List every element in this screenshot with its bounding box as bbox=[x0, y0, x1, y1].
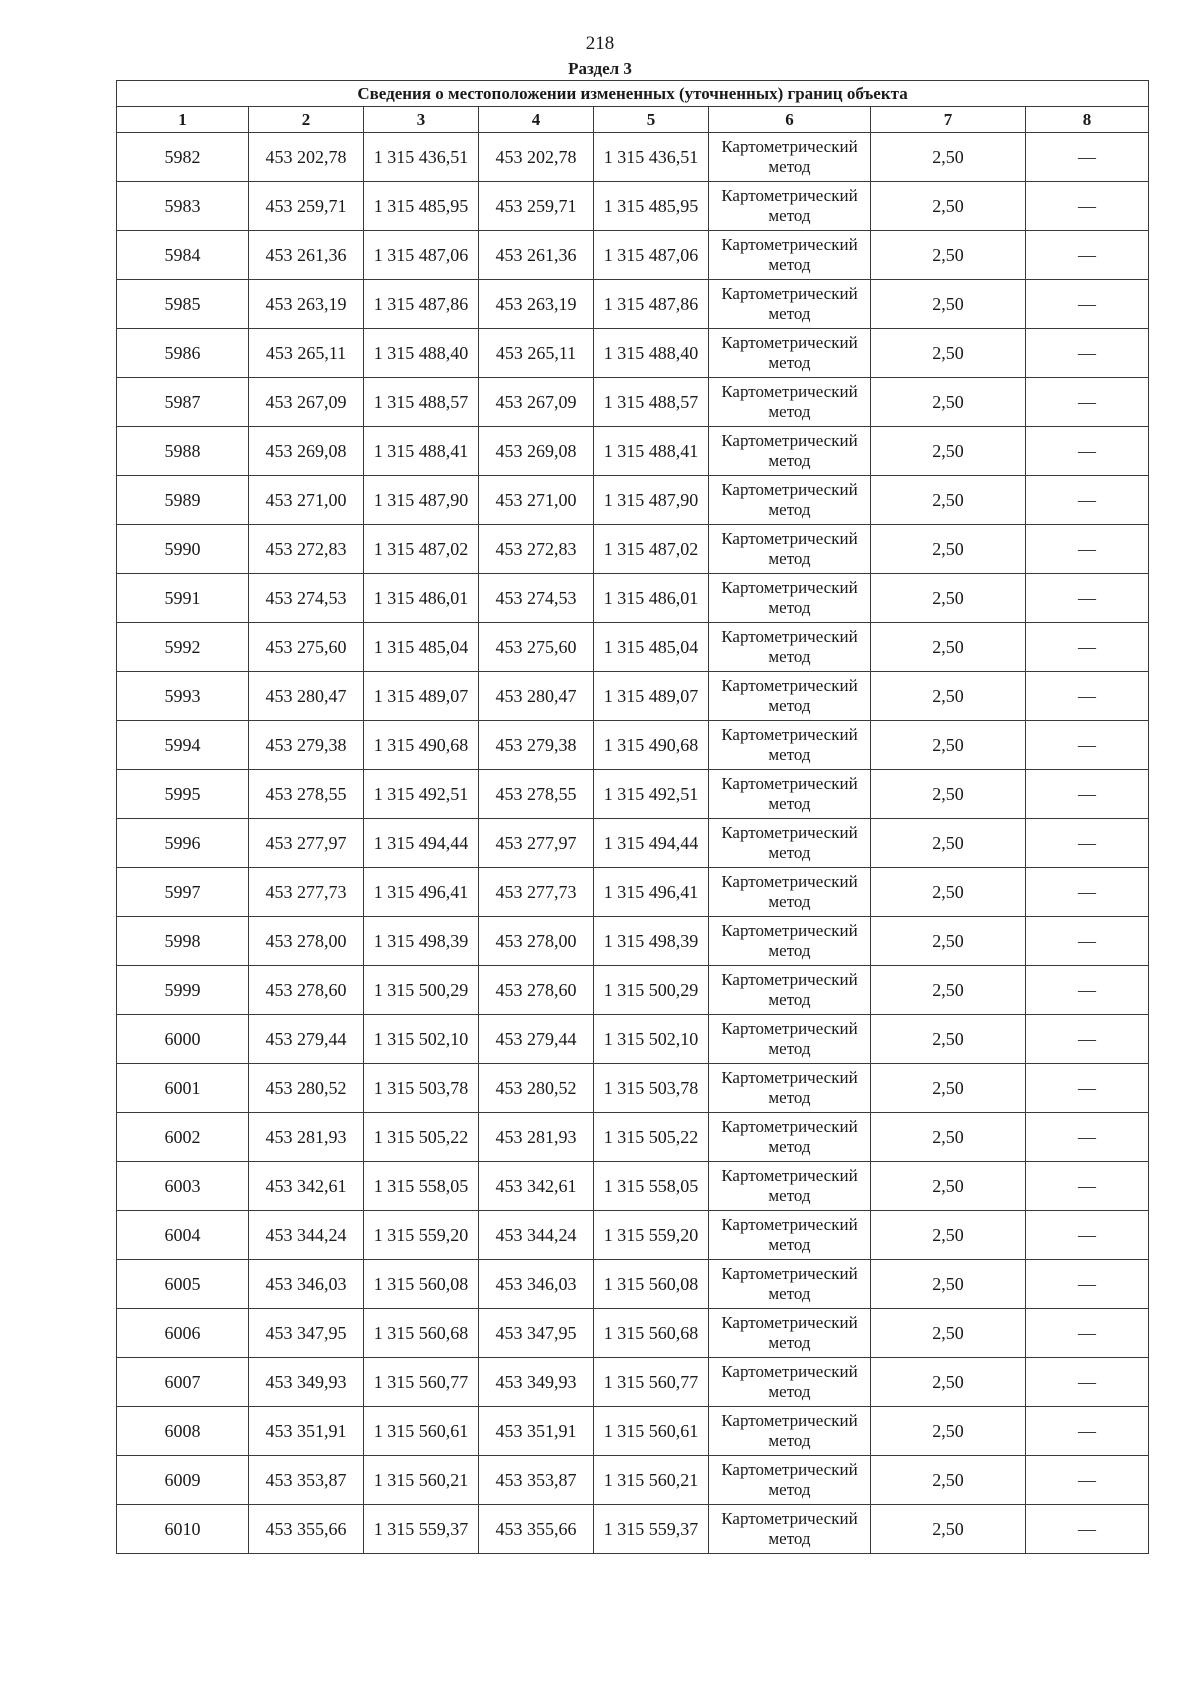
description-cell: — bbox=[1026, 1064, 1149, 1113]
y-new-cell: 1 315 559,20 bbox=[594, 1211, 709, 1260]
description-cell: — bbox=[1026, 280, 1149, 329]
x-old-cell: 453 278,55 bbox=[249, 770, 364, 819]
y-old-cell: 1 315 558,05 bbox=[364, 1162, 479, 1211]
y-new-cell: 1 315 487,86 bbox=[594, 280, 709, 329]
y-old-cell: 1 315 486,01 bbox=[364, 574, 479, 623]
x-new-cell: 453 277,97 bbox=[479, 819, 594, 868]
x-old-cell: 453 278,00 bbox=[249, 917, 364, 966]
y-old-cell: 1 315 436,51 bbox=[364, 133, 479, 182]
table-row bbox=[117, 280, 1149, 329]
y-old-cell: 1 315 500,29 bbox=[364, 966, 479, 1015]
x-old-cell: 453 344,24 bbox=[249, 1211, 364, 1260]
method-cell: Картометрический метод bbox=[709, 1260, 871, 1309]
y-old-cell: 1 315 560,08 bbox=[364, 1260, 479, 1309]
accuracy-cell: 2,50 bbox=[871, 672, 1026, 721]
y-new-cell: 1 315 486,01 bbox=[594, 574, 709, 623]
table-row bbox=[117, 574, 1149, 623]
y-old-cell: 1 315 502,10 bbox=[364, 1015, 479, 1064]
x-new-cell: 453 278,00 bbox=[479, 917, 594, 966]
table-row bbox=[117, 231, 1149, 280]
accuracy-cell: 2,50 bbox=[871, 917, 1026, 966]
x-old-cell: 453 202,78 bbox=[249, 133, 364, 182]
table-row bbox=[117, 1015, 1149, 1064]
y-new-cell: 1 315 558,05 bbox=[594, 1162, 709, 1211]
y-old-cell: 1 315 560,61 bbox=[364, 1407, 479, 1456]
point-number-cell: 6000 bbox=[117, 1015, 249, 1064]
y-old-cell: 1 315 492,51 bbox=[364, 770, 479, 819]
page-number: 218 bbox=[585, 33, 615, 54]
y-new-cell: 1 315 560,21 bbox=[594, 1456, 709, 1505]
method-cell: Картометрический метод bbox=[709, 133, 871, 182]
boundary-table bbox=[116, 80, 1149, 1554]
description-cell: — bbox=[1026, 819, 1149, 868]
accuracy-cell: 2,50 bbox=[871, 133, 1026, 182]
description-cell: — bbox=[1026, 868, 1149, 917]
x-old-cell: 453 269,08 bbox=[249, 427, 364, 476]
x-old-cell: 453 342,61 bbox=[249, 1162, 364, 1211]
x-old-cell: 453 272,83 bbox=[249, 525, 364, 574]
y-old-cell: 1 315 496,41 bbox=[364, 868, 479, 917]
accuracy-cell: 2,50 bbox=[871, 1505, 1026, 1554]
description-cell: — bbox=[1026, 1162, 1149, 1211]
y-new-cell: 1 315 436,51 bbox=[594, 133, 709, 182]
column-number-row bbox=[117, 107, 1149, 133]
method-cell: Картометрический метод bbox=[709, 1309, 871, 1358]
table-row bbox=[117, 966, 1149, 1015]
y-new-cell: 1 315 498,39 bbox=[594, 917, 709, 966]
column-number: 6 bbox=[709, 107, 871, 133]
x-new-cell: 453 267,09 bbox=[479, 378, 594, 427]
table-row bbox=[117, 1064, 1149, 1113]
y-old-cell: 1 315 487,06 bbox=[364, 231, 479, 280]
y-old-cell: 1 315 485,04 bbox=[364, 623, 479, 672]
y-new-cell: 1 315 560,08 bbox=[594, 1260, 709, 1309]
y-old-cell: 1 315 487,86 bbox=[364, 280, 479, 329]
table-row bbox=[117, 1309, 1149, 1358]
table-row bbox=[117, 1456, 1149, 1505]
method-cell: Картометрический метод bbox=[709, 819, 871, 868]
description-cell: — bbox=[1026, 1260, 1149, 1309]
accuracy-cell: 2,50 bbox=[871, 1162, 1026, 1211]
point-number-cell: 5983 bbox=[117, 182, 249, 231]
point-number-cell: 5989 bbox=[117, 476, 249, 525]
table-row bbox=[117, 378, 1149, 427]
method-cell: Картометрический метод bbox=[709, 868, 871, 917]
x-old-cell: 453 259,71 bbox=[249, 182, 364, 231]
description-cell: — bbox=[1026, 770, 1149, 819]
description-cell: — bbox=[1026, 574, 1149, 623]
method-cell: Картометрический метод bbox=[709, 966, 871, 1015]
method-cell: Картометрический метод bbox=[709, 672, 871, 721]
table-row bbox=[117, 182, 1149, 231]
method-cell: Картометрический метод bbox=[709, 770, 871, 819]
table-row bbox=[117, 721, 1149, 770]
x-old-cell: 453 275,60 bbox=[249, 623, 364, 672]
y-old-cell: 1 315 560,77 bbox=[364, 1358, 479, 1407]
y-new-cell: 1 315 560,77 bbox=[594, 1358, 709, 1407]
method-cell: Картометрический метод bbox=[709, 1211, 871, 1260]
point-number-cell: 5997 bbox=[117, 868, 249, 917]
column-number: 3 bbox=[364, 107, 479, 133]
y-new-cell: 1 315 560,61 bbox=[594, 1407, 709, 1456]
method-cell: Картометрический метод bbox=[709, 917, 871, 966]
accuracy-cell: 2,50 bbox=[871, 1064, 1026, 1113]
y-old-cell: 1 315 498,39 bbox=[364, 917, 479, 966]
description-cell: — bbox=[1026, 378, 1149, 427]
y-new-cell: 1 315 502,10 bbox=[594, 1015, 709, 1064]
x-new-cell: 453 342,61 bbox=[479, 1162, 594, 1211]
x-new-cell: 453 278,55 bbox=[479, 770, 594, 819]
table-row bbox=[117, 1162, 1149, 1211]
accuracy-cell: 2,50 bbox=[871, 1211, 1026, 1260]
x-new-cell: 453 344,24 bbox=[479, 1211, 594, 1260]
point-number-cell: 6007 bbox=[117, 1358, 249, 1407]
x-new-cell: 453 265,11 bbox=[479, 329, 594, 378]
x-new-cell: 453 274,53 bbox=[479, 574, 594, 623]
description-cell: — bbox=[1026, 1505, 1149, 1554]
y-old-cell: 1 315 494,44 bbox=[364, 819, 479, 868]
x-new-cell: 453 263,19 bbox=[479, 280, 594, 329]
accuracy-cell: 2,50 bbox=[871, 1113, 1026, 1162]
y-new-cell: 1 315 560,68 bbox=[594, 1309, 709, 1358]
table-row bbox=[117, 329, 1149, 378]
y-old-cell: 1 315 505,22 bbox=[364, 1113, 479, 1162]
y-new-cell: 1 315 489,07 bbox=[594, 672, 709, 721]
method-cell: Картометрический метод bbox=[709, 574, 871, 623]
point-number-cell: 5999 bbox=[117, 966, 249, 1015]
method-cell: Картометрический метод bbox=[709, 280, 871, 329]
method-cell: Картометрический метод bbox=[709, 1456, 871, 1505]
description-cell: — bbox=[1026, 476, 1149, 525]
accuracy-cell: 2,50 bbox=[871, 574, 1026, 623]
method-cell: Картометрический метод bbox=[709, 721, 871, 770]
y-new-cell: 1 315 505,22 bbox=[594, 1113, 709, 1162]
x-old-cell: 453 261,36 bbox=[249, 231, 364, 280]
description-cell: — bbox=[1026, 133, 1149, 182]
method-cell: Картометрический метод bbox=[709, 1064, 871, 1113]
table-row bbox=[117, 868, 1149, 917]
y-new-cell: 1 315 487,06 bbox=[594, 231, 709, 280]
x-old-cell: 453 277,73 bbox=[249, 868, 364, 917]
accuracy-cell: 2,50 bbox=[871, 1260, 1026, 1309]
method-cell: Картометрический метод bbox=[709, 1358, 871, 1407]
point-number-cell: 6006 bbox=[117, 1309, 249, 1358]
y-new-cell: 1 315 492,51 bbox=[594, 770, 709, 819]
method-cell: Картометрический метод bbox=[709, 378, 871, 427]
description-cell: — bbox=[1026, 1113, 1149, 1162]
accuracy-cell: 2,50 bbox=[871, 525, 1026, 574]
description-cell: — bbox=[1026, 966, 1149, 1015]
table-row bbox=[117, 672, 1149, 721]
method-cell: Картометрический метод bbox=[709, 623, 871, 672]
method-cell: Картометрический метод bbox=[709, 476, 871, 525]
method-cell: Картометрический метод bbox=[709, 182, 871, 231]
column-number: 5 bbox=[594, 107, 709, 133]
accuracy-cell: 2,50 bbox=[871, 721, 1026, 770]
point-number-cell: 6001 bbox=[117, 1064, 249, 1113]
x-old-cell: 453 281,93 bbox=[249, 1113, 364, 1162]
point-number-cell: 5996 bbox=[117, 819, 249, 868]
accuracy-cell: 2,50 bbox=[871, 182, 1026, 231]
accuracy-cell: 2,50 bbox=[871, 868, 1026, 917]
x-new-cell: 453 347,95 bbox=[479, 1309, 594, 1358]
accuracy-cell: 2,50 bbox=[871, 1456, 1026, 1505]
description-cell: — bbox=[1026, 525, 1149, 574]
accuracy-cell: 2,50 bbox=[871, 966, 1026, 1015]
point-number-cell: 5995 bbox=[117, 770, 249, 819]
table-row bbox=[117, 917, 1149, 966]
point-number-cell: 5988 bbox=[117, 427, 249, 476]
table-row bbox=[117, 819, 1149, 868]
table-row bbox=[117, 770, 1149, 819]
x-new-cell: 453 355,66 bbox=[479, 1505, 594, 1554]
y-old-cell: 1 315 503,78 bbox=[364, 1064, 479, 1113]
point-number-cell: 6010 bbox=[117, 1505, 249, 1554]
x-new-cell: 453 202,78 bbox=[479, 133, 594, 182]
method-cell: Картометрический метод bbox=[709, 427, 871, 476]
accuracy-cell: 2,50 bbox=[871, 427, 1026, 476]
description-cell: — bbox=[1026, 1309, 1149, 1358]
y-old-cell: 1 315 559,37 bbox=[364, 1505, 479, 1554]
point-number-cell: 6004 bbox=[117, 1211, 249, 1260]
y-old-cell: 1 315 560,21 bbox=[364, 1456, 479, 1505]
table-row bbox=[117, 133, 1149, 182]
y-old-cell: 1 315 488,41 bbox=[364, 427, 479, 476]
y-old-cell: 1 315 487,90 bbox=[364, 476, 479, 525]
x-old-cell: 453 353,87 bbox=[249, 1456, 364, 1505]
point-number-cell: 5986 bbox=[117, 329, 249, 378]
method-cell: Картометрический метод bbox=[709, 1505, 871, 1554]
method-cell: Картометрический метод bbox=[709, 231, 871, 280]
y-new-cell: 1 315 559,37 bbox=[594, 1505, 709, 1554]
x-old-cell: 453 279,38 bbox=[249, 721, 364, 770]
y-old-cell: 1 315 559,20 bbox=[364, 1211, 479, 1260]
method-cell: Картометрический метод bbox=[709, 1113, 871, 1162]
point-number-cell: 5982 bbox=[117, 133, 249, 182]
column-number: 4 bbox=[479, 107, 594, 133]
point-number-cell: 5992 bbox=[117, 623, 249, 672]
description-cell: — bbox=[1026, 917, 1149, 966]
table-row bbox=[117, 1407, 1149, 1456]
x-new-cell: 453 278,60 bbox=[479, 966, 594, 1015]
y-new-cell: 1 315 490,68 bbox=[594, 721, 709, 770]
y-old-cell: 1 315 487,02 bbox=[364, 525, 479, 574]
x-old-cell: 453 355,66 bbox=[249, 1505, 364, 1554]
column-number: 1 bbox=[117, 107, 249, 133]
x-old-cell: 453 346,03 bbox=[249, 1260, 364, 1309]
x-new-cell: 453 351,91 bbox=[479, 1407, 594, 1456]
y-new-cell: 1 315 487,90 bbox=[594, 476, 709, 525]
accuracy-cell: 2,50 bbox=[871, 378, 1026, 427]
y-new-cell: 1 315 488,41 bbox=[594, 427, 709, 476]
point-number-cell: 6009 bbox=[117, 1456, 249, 1505]
description-cell: — bbox=[1026, 1456, 1149, 1505]
accuracy-cell: 2,50 bbox=[871, 280, 1026, 329]
y-old-cell: 1 315 488,57 bbox=[364, 378, 479, 427]
x-old-cell: 453 349,93 bbox=[249, 1358, 364, 1407]
method-cell: Картометрический метод bbox=[709, 525, 871, 574]
accuracy-cell: 2,50 bbox=[871, 770, 1026, 819]
x-old-cell: 453 278,60 bbox=[249, 966, 364, 1015]
x-new-cell: 453 281,93 bbox=[479, 1113, 594, 1162]
column-number: 2 bbox=[249, 107, 364, 133]
x-new-cell: 453 280,47 bbox=[479, 672, 594, 721]
y-old-cell: 1 315 485,95 bbox=[364, 182, 479, 231]
description-cell: — bbox=[1026, 672, 1149, 721]
x-new-cell: 453 346,03 bbox=[479, 1260, 594, 1309]
y-new-cell: 1 315 496,41 bbox=[594, 868, 709, 917]
x-new-cell: 453 279,38 bbox=[479, 721, 594, 770]
x-new-cell: 453 280,52 bbox=[479, 1064, 594, 1113]
accuracy-cell: 2,50 bbox=[871, 623, 1026, 672]
description-cell: — bbox=[1026, 1211, 1149, 1260]
point-number-cell: 5985 bbox=[117, 280, 249, 329]
point-number-cell: 6005 bbox=[117, 1260, 249, 1309]
x-new-cell: 453 259,71 bbox=[479, 182, 594, 231]
x-new-cell: 453 269,08 bbox=[479, 427, 594, 476]
accuracy-cell: 2,50 bbox=[871, 1015, 1026, 1064]
accuracy-cell: 2,50 bbox=[871, 476, 1026, 525]
y-new-cell: 1 315 503,78 bbox=[594, 1064, 709, 1113]
description-cell: — bbox=[1026, 427, 1149, 476]
table-row bbox=[117, 427, 1149, 476]
accuracy-cell: 2,50 bbox=[871, 1407, 1026, 1456]
description-cell: — bbox=[1026, 1407, 1149, 1456]
point-number-cell: 5991 bbox=[117, 574, 249, 623]
y-new-cell: 1 315 488,57 bbox=[594, 378, 709, 427]
x-new-cell: 453 261,36 bbox=[479, 231, 594, 280]
description-cell: — bbox=[1026, 329, 1149, 378]
x-new-cell: 453 349,93 bbox=[479, 1358, 594, 1407]
description-cell: — bbox=[1026, 1358, 1149, 1407]
y-old-cell: 1 315 488,40 bbox=[364, 329, 479, 378]
x-old-cell: 453 280,52 bbox=[249, 1064, 364, 1113]
method-cell: Картометрический метод bbox=[709, 1015, 871, 1064]
y-old-cell: 1 315 490,68 bbox=[364, 721, 479, 770]
section-title: Раздел 3 bbox=[568, 59, 632, 78]
point-number-cell: 5984 bbox=[117, 231, 249, 280]
table-body bbox=[117, 133, 1149, 1554]
table-row bbox=[117, 1260, 1149, 1309]
description-cell: — bbox=[1026, 623, 1149, 672]
x-old-cell: 453 280,47 bbox=[249, 672, 364, 721]
x-new-cell: 453 277,73 bbox=[479, 868, 594, 917]
table-row bbox=[117, 1113, 1149, 1162]
y-new-cell: 1 315 500,29 bbox=[594, 966, 709, 1015]
x-new-cell: 453 279,44 bbox=[479, 1015, 594, 1064]
method-cell: Картометрический метод bbox=[709, 1407, 871, 1456]
point-number-cell: 5993 bbox=[117, 672, 249, 721]
x-old-cell: 453 347,95 bbox=[249, 1309, 364, 1358]
x-old-cell: 453 351,91 bbox=[249, 1407, 364, 1456]
point-number-cell: 5990 bbox=[117, 525, 249, 574]
x-new-cell: 453 272,83 bbox=[479, 525, 594, 574]
x-old-cell: 453 267,09 bbox=[249, 378, 364, 427]
accuracy-cell: 2,50 bbox=[871, 1309, 1026, 1358]
x-old-cell: 453 263,19 bbox=[249, 280, 364, 329]
point-number-cell: 6008 bbox=[117, 1407, 249, 1456]
x-new-cell: 453 271,00 bbox=[479, 476, 594, 525]
description-cell: — bbox=[1026, 231, 1149, 280]
x-new-cell: 453 275,60 bbox=[479, 623, 594, 672]
y-new-cell: 1 315 487,02 bbox=[594, 525, 709, 574]
x-old-cell: 453 271,00 bbox=[249, 476, 364, 525]
point-number-cell: 5998 bbox=[117, 917, 249, 966]
point-number-cell: 5994 bbox=[117, 721, 249, 770]
x-old-cell: 453 277,97 bbox=[249, 819, 364, 868]
y-old-cell: 1 315 560,68 bbox=[364, 1309, 479, 1358]
y-new-cell: 1 315 485,95 bbox=[594, 182, 709, 231]
accuracy-cell: 2,50 bbox=[871, 329, 1026, 378]
x-old-cell: 453 274,53 bbox=[249, 574, 364, 623]
table-caption: Сведения о местоположении измененных (уточненных) границ объекта bbox=[117, 81, 1149, 107]
x-old-cell: 453 279,44 bbox=[249, 1015, 364, 1064]
y-new-cell: 1 315 485,04 bbox=[594, 623, 709, 672]
table-row bbox=[117, 525, 1149, 574]
y-new-cell: 1 315 488,40 bbox=[594, 329, 709, 378]
method-cell: Картометрический метод bbox=[709, 329, 871, 378]
table-row bbox=[117, 623, 1149, 672]
accuracy-cell: 2,50 bbox=[871, 1358, 1026, 1407]
table-row bbox=[117, 1211, 1149, 1260]
point-number-cell: 5987 bbox=[117, 378, 249, 427]
accuracy-cell: 2,50 bbox=[871, 819, 1026, 868]
table-row bbox=[117, 1358, 1149, 1407]
method-cell: Картометрический метод bbox=[709, 1162, 871, 1211]
x-old-cell: 453 265,11 bbox=[249, 329, 364, 378]
accuracy-cell: 2,50 bbox=[871, 231, 1026, 280]
column-number: 7 bbox=[871, 107, 1026, 133]
table-row bbox=[117, 1505, 1149, 1554]
point-number-cell: 6003 bbox=[117, 1162, 249, 1211]
column-number: 8 bbox=[1026, 107, 1149, 133]
description-cell: — bbox=[1026, 182, 1149, 231]
table-row bbox=[117, 476, 1149, 525]
description-cell: — bbox=[1026, 1015, 1149, 1064]
y-new-cell: 1 315 494,44 bbox=[594, 819, 709, 868]
x-new-cell: 453 353,87 bbox=[479, 1456, 594, 1505]
point-number-cell: 6002 bbox=[117, 1113, 249, 1162]
description-cell: — bbox=[1026, 721, 1149, 770]
y-old-cell: 1 315 489,07 bbox=[364, 672, 479, 721]
